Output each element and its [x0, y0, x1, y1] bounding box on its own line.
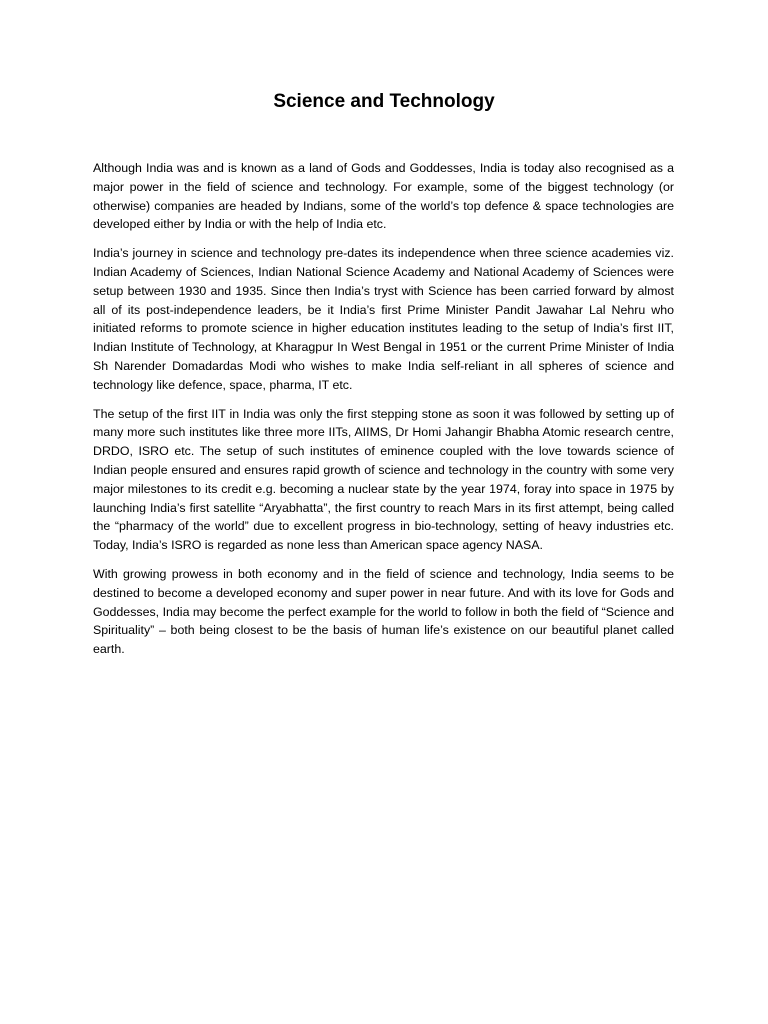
paragraph: India’s journey in science and technology pre-dates its independence when three science academies viz. Indian Academy of Sciences, Indian National Science Academy and National Academy of Sciences were setup between 1930 and 1935. Since then India’s tryst with Science has been carried forward by almost all of its post-independence leaders, be it India’s first Prime Minister Pandit Jawahar Lal Nehru who initiated reforms to promote science in higher education institutes leading to the setup of India’s first IIT, Indian Institute of Technology, at Kharagpur In West Bengal in 1951 or the current Prime Minister of India Sh Narender Domadardas Modi who wishes to make India self-reliant in all spheres of science and technology like defence, space, pharma, IT etc.	[93, 246, 674, 392]
paragraph: The setup of the first IIT in India was only the first stepping stone as soon it was followed by setting up of many more such institutes like three more IITs, AIIMS, Dr Homi Jahangir Bhabha Atomic research centre, DRDO, ISRO etc. The setup of such institutes of eminence coupled with the love towards science of Indian people ensured and ensures rapid growth of science and technology in the country with some very major milestones to its credit e.g. becoming a nuclear state by the year 1974, foray into space in 1975 by launching India’s first satellite “Aryabhatta”, the first country to reach Mars in its first attempt, being called the “pharmacy of the world” due to excellent progress in bio-technology, setting of heavy industries etc. Today, India’s ISRO is regarded as none less than American space agency NASA.	[93, 406, 674, 553]
document-title: Science and Technology	[273, 91, 495, 112]
document-body	[93, 159, 674, 669]
paragraph: With growing prowess in both economy and in the field of science and technology, India seems to be destined to become a developed economy and super power in near future. And with its love for Gods and Goddesses, India may become the perfect example for the world to follow in both the field of “Science and Spirituality” – both being closest to be the basis of human life’s existence on our beautiful planet called earth.	[93, 566, 674, 657]
paragraph: Although India was and is known as a land of Gods and Goddesses, India is today also recognised as a major power in the field of science and technology. For example, some of the biggest technology (or otherwise) companies are headed by Indians, some of the world’s top defence & space technologies are developed either by India or with the help of India etc.	[93, 161, 674, 232]
